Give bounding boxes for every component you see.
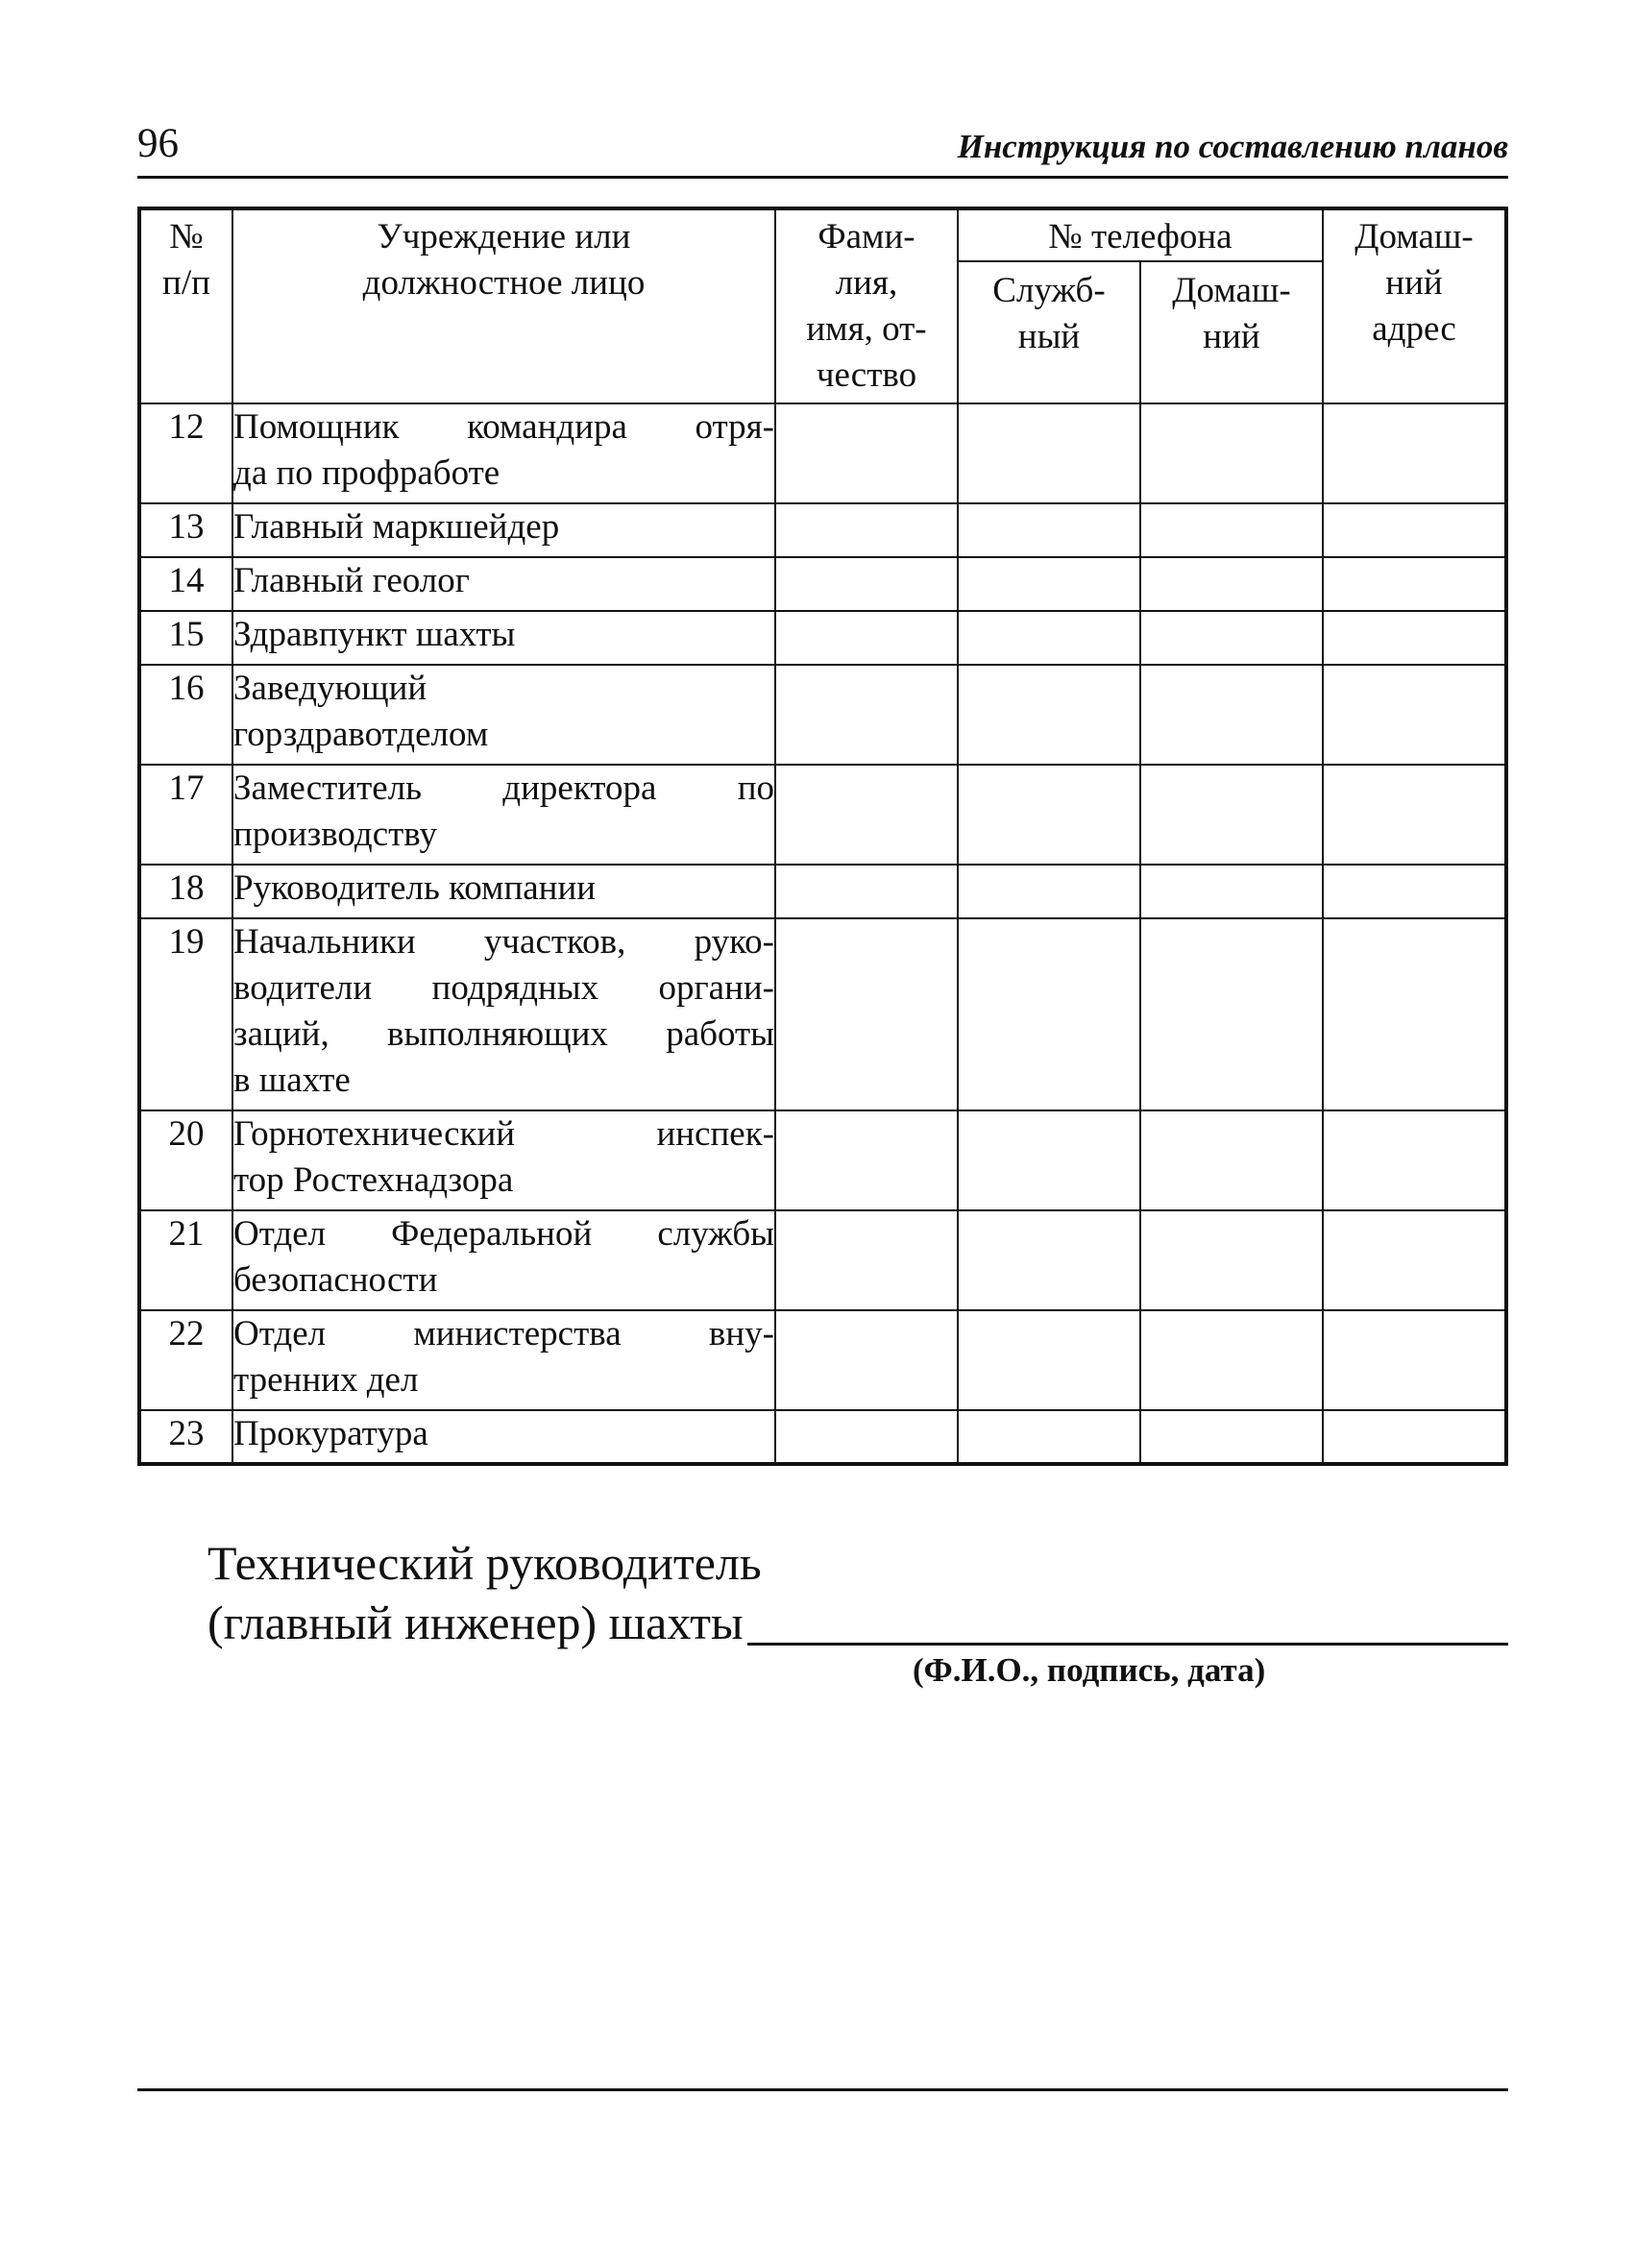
signature-caption: (Ф.И.О., подпись, дата) (913, 1651, 1266, 1689)
row-organization (232, 557, 775, 611)
header-text: должностное лицо (362, 263, 646, 303)
header-text: ный (1017, 317, 1081, 356)
row-number: 15 (139, 611, 232, 665)
row-full-name-cell (775, 918, 958, 1110)
organization-line: производству (233, 815, 437, 854)
organization-line: Руководитель компании (233, 868, 597, 908)
organization-line: Отдел Федеральной службы (233, 1214, 774, 1254)
signature-title-line2: (главный инженер) шахты (207, 1596, 744, 1649)
table-row (139, 1210, 1506, 1310)
row-address-cell (1323, 1410, 1506, 1464)
row-number: 21 (139, 1210, 232, 1310)
header-organization (232, 208, 775, 403)
row-address-cell (1323, 611, 1506, 665)
signature-block (207, 1533, 762, 1652)
organization-line: безопасности (233, 1260, 438, 1300)
signature-title-line1: Технический руководитель (207, 1536, 762, 1590)
row-phone-work-cell (958, 865, 1140, 918)
header-text: Учреждение или (377, 217, 631, 256)
row-number: 17 (139, 765, 232, 865)
row-phone-work-cell (958, 503, 1140, 557)
row-number: 22 (139, 1310, 232, 1410)
row-full-name-cell (775, 865, 958, 918)
row-address-cell (1323, 665, 1506, 765)
table-row (139, 1410, 1506, 1464)
row-phone-home-cell (1140, 918, 1323, 1110)
header-number (139, 208, 232, 403)
header-text: адрес (1372, 309, 1456, 349)
row-phone-home-cell (1140, 503, 1323, 557)
header-rule (137, 176, 1508, 179)
organization-line: тор Ростехнадзора (233, 1160, 514, 1200)
header-full-name (775, 208, 958, 403)
organization-line: горздравотделом (233, 715, 489, 754)
organization-line: Заместитель директора по (233, 768, 774, 808)
row-organization (232, 1310, 775, 1410)
organization-line: да по профработе (233, 453, 500, 493)
row-phone-home-cell (1140, 1110, 1323, 1210)
header-phone (958, 208, 1323, 261)
header-text: № телефона (1048, 217, 1232, 256)
row-organization (232, 665, 775, 765)
row-number: 12 (139, 403, 232, 503)
row-phone-home-cell (1140, 1210, 1323, 1310)
row-phone-work-cell (958, 1310, 1140, 1410)
header-text: Фами- (818, 217, 915, 256)
row-phone-home-cell (1140, 865, 1323, 918)
table-header (139, 208, 1506, 403)
row-address-cell (1323, 503, 1506, 557)
header-text: лия, (835, 263, 898, 303)
table-row (139, 611, 1506, 665)
header-phone-work (958, 261, 1140, 403)
header-text: ний (1203, 317, 1260, 356)
row-full-name-cell (775, 1410, 958, 1464)
table-row (139, 865, 1506, 918)
organization-line: Прокуратура (233, 1414, 428, 1453)
row-number: 14 (139, 557, 232, 611)
row-phone-work-cell (958, 557, 1140, 611)
bottom-rule (137, 2088, 1508, 2091)
row-phone-work-cell (958, 1410, 1140, 1464)
table-body (139, 403, 1506, 1464)
header-home-address (1323, 208, 1506, 403)
header-text: ний (1385, 263, 1443, 303)
row-full-name-cell (775, 665, 958, 765)
row-address-cell (1323, 765, 1506, 865)
row-full-name-cell (775, 1310, 958, 1410)
row-full-name-cell (775, 403, 958, 503)
row-phone-home-cell (1140, 611, 1323, 665)
organization-line: заций, выполняющих работы (233, 1014, 774, 1054)
header-text: Служб- (992, 271, 1106, 310)
row-number: 20 (139, 1110, 232, 1210)
row-organization (232, 765, 775, 865)
row-address-cell (1323, 1210, 1506, 1310)
row-phone-home-cell (1140, 665, 1323, 765)
organization-line: в шахте (233, 1061, 351, 1100)
row-organization (232, 918, 775, 1110)
row-address-cell (1323, 403, 1506, 503)
header-text: Домаш- (1354, 217, 1474, 256)
row-full-name-cell (775, 1110, 958, 1210)
header-text: имя, от- (806, 309, 927, 349)
organization-line: тренних дел (233, 1360, 419, 1400)
table-row (139, 765, 1506, 865)
organization-line: Отдел министерства вну- (233, 1314, 774, 1353)
organization-line: Заведующий (233, 669, 427, 708)
row-organization (232, 403, 775, 503)
row-full-name-cell (775, 503, 958, 557)
organization-line: Горнотехнический инспек- (233, 1114, 774, 1154)
table-row (139, 918, 1506, 1110)
row-number: 16 (139, 665, 232, 765)
row-number: 23 (139, 1410, 232, 1464)
row-phone-work-cell (958, 1110, 1140, 1210)
header-text: п/п (162, 263, 210, 303)
table-row (139, 665, 1506, 765)
row-phone-work-cell (958, 665, 1140, 765)
row-phone-work-cell (958, 765, 1140, 865)
organization-line: Начальники участков, руко- (233, 922, 774, 962)
row-phone-home-cell (1140, 765, 1323, 865)
table-row (139, 503, 1506, 557)
page-number: 96 (137, 121, 179, 166)
row-organization (232, 1110, 775, 1210)
row-phone-home-cell (1140, 557, 1323, 611)
signature-line (747, 1643, 1508, 1646)
row-number: 19 (139, 918, 232, 1110)
row-organization (232, 611, 775, 665)
table-row (139, 1110, 1506, 1210)
header-text: № (169, 217, 204, 256)
organization-line: Помощник командира отря- (233, 407, 774, 447)
header-phone-home (1140, 261, 1323, 403)
row-phone-work-cell (958, 403, 1140, 503)
row-phone-work-cell (958, 918, 1140, 1110)
organization-line: Главный геолог (233, 561, 470, 600)
row-phone-home-cell (1140, 1410, 1323, 1464)
row-full-name-cell (775, 1210, 958, 1310)
row-organization (232, 865, 775, 918)
organization-line: водители подрядных органи- (233, 968, 774, 1008)
header-text: чество (816, 355, 917, 395)
row-number: 18 (139, 865, 232, 918)
row-organization (232, 1410, 775, 1464)
row-full-name-cell (775, 765, 958, 865)
row-address-cell (1323, 1110, 1506, 1210)
row-phone-work-cell (958, 1210, 1140, 1310)
row-address-cell (1323, 557, 1506, 611)
row-address-cell (1323, 865, 1506, 918)
row-organization (232, 503, 775, 557)
row-number: 13 (139, 503, 232, 557)
row-phone-work-cell (958, 611, 1140, 665)
row-full-name-cell (775, 611, 958, 665)
row-phone-home-cell (1140, 403, 1323, 503)
table-row (139, 557, 1506, 611)
row-organization (232, 1210, 775, 1310)
table-row (139, 1310, 1506, 1410)
row-address-cell (1323, 918, 1506, 1110)
header-text: Домаш- (1172, 271, 1291, 310)
running-title: Инструкция по составлению планов (957, 128, 1508, 165)
contacts-table (137, 207, 1508, 1466)
row-phone-home-cell (1140, 1310, 1323, 1410)
row-address-cell (1323, 1310, 1506, 1410)
table-row (139, 403, 1506, 503)
organization-line: Здравпункт шахты (233, 615, 516, 654)
organization-line: Главный маркшейдер (233, 507, 560, 547)
row-full-name-cell (775, 557, 958, 611)
